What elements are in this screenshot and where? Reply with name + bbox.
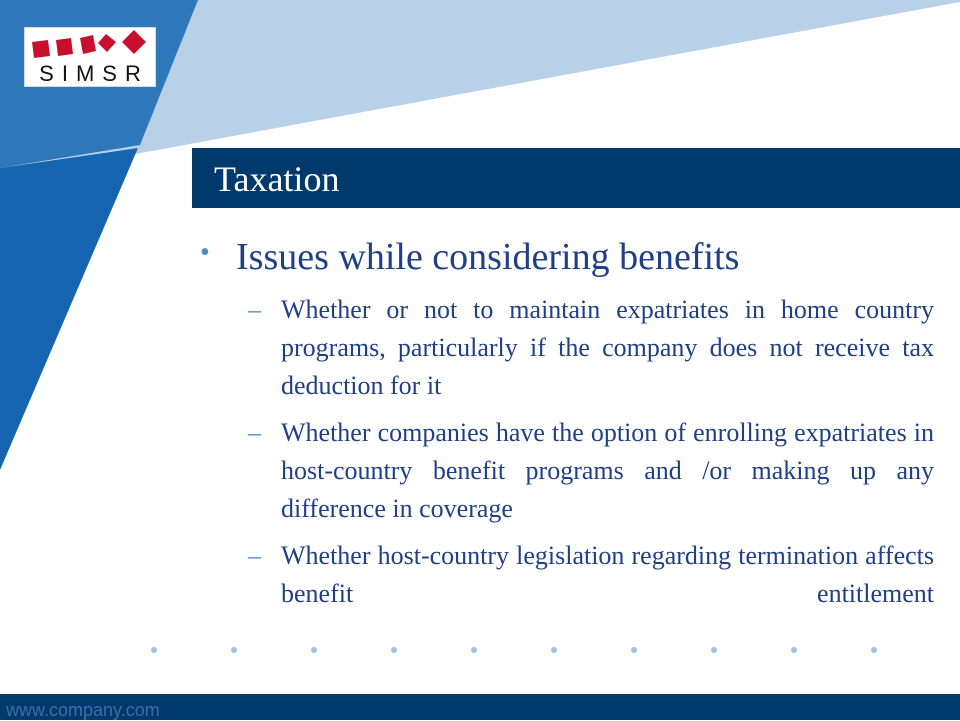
sub-bullet-dash: – xyxy=(248,418,261,447)
sub-bullet-text: Whether or not to maintain expatriates in home country programs, particularly if the company does not receive tax deduction for it xyxy=(281,295,934,400)
title-bar xyxy=(192,148,960,208)
dark-blue-panel xyxy=(0,148,138,470)
logo-text: SIMSR xyxy=(39,61,149,86)
footer-url: www.company.com xyxy=(6,700,160,720)
simsr-logo xyxy=(24,27,156,87)
sub-bullet-text: Whether host-country legislation regarding termination affects benefit entitlement xyxy=(281,541,934,608)
decorative-dots xyxy=(140,642,900,658)
sub-bullet-text: Whether companies have the option of enrolling expatriates in host-country benefit programs and /or making up any difference in coverage xyxy=(281,418,934,523)
slide-title: Taxation xyxy=(214,159,340,199)
footer-bar xyxy=(0,694,960,720)
main-bullet-text: Issues while considering benefits xyxy=(236,236,740,278)
sub-bullet-dash: – xyxy=(248,295,261,324)
logo-diamonds-icon xyxy=(30,30,152,62)
bullet-dot-icon: • xyxy=(200,237,210,268)
sub-bullet-dash: – xyxy=(248,541,261,570)
